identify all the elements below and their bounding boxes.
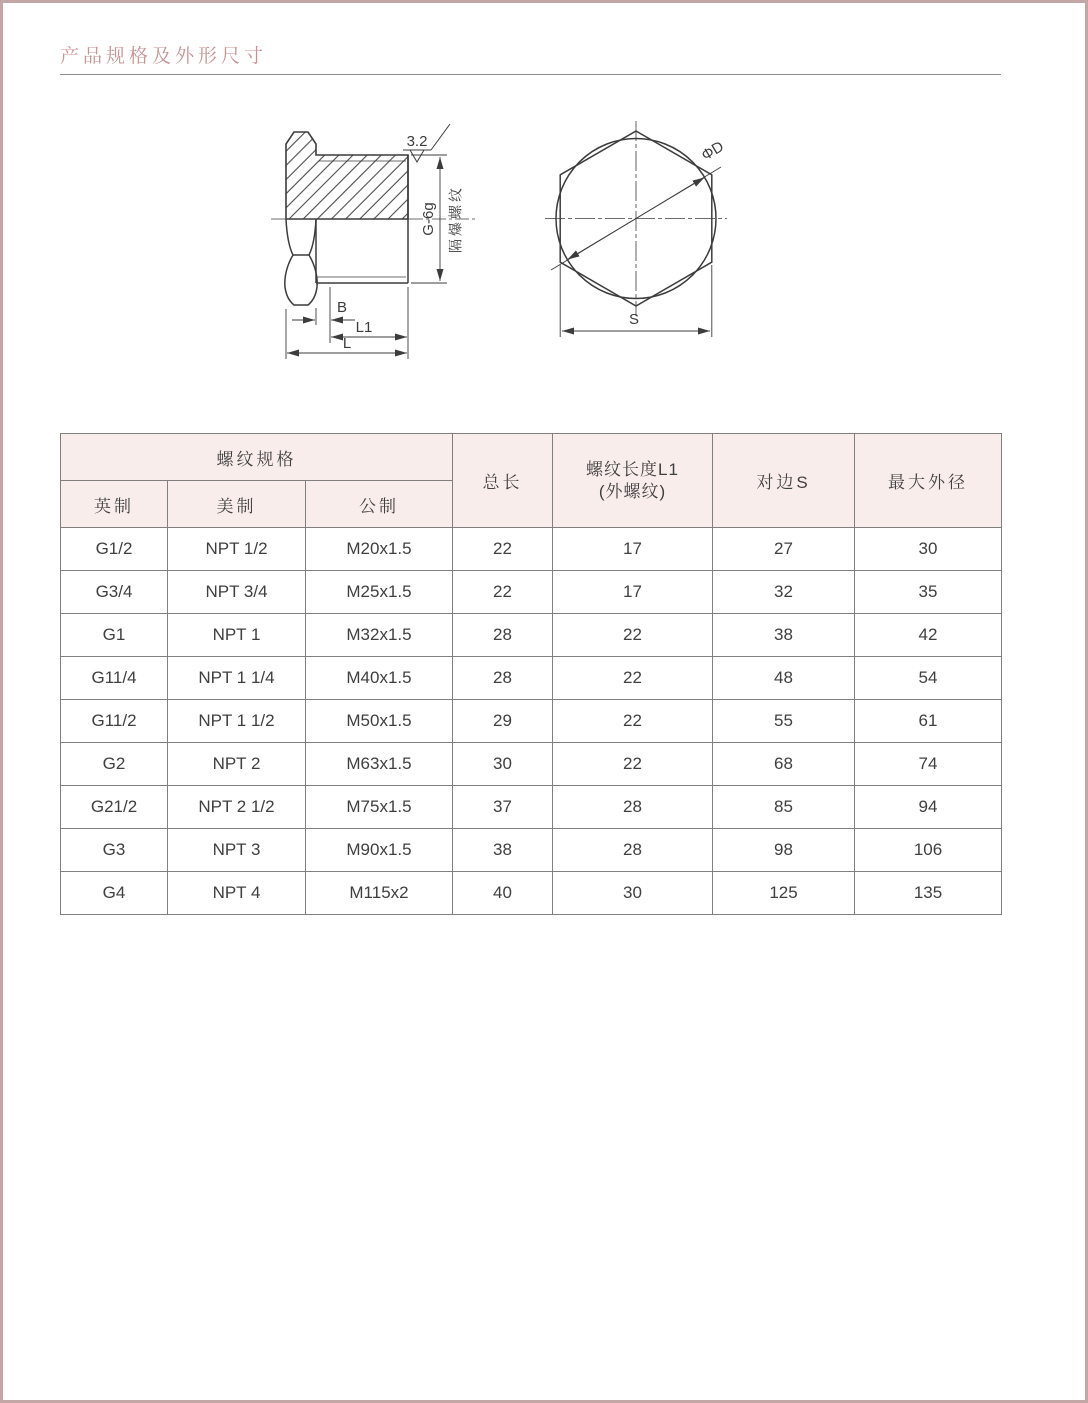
cell-american: NPT 1 1/2	[168, 700, 306, 743]
cell-metric: M40x1.5	[306, 657, 453, 700]
roughness-value-label: 3.2	[406, 133, 428, 150]
cell-max-od: 61	[855, 700, 1002, 743]
header-thread-length-line1: 螺纹长度L1	[586, 460, 679, 480]
cell-across-flats: 125	[713, 872, 855, 915]
cell-across-flats: 27	[713, 528, 855, 571]
hex-head-profile-lower	[285, 255, 317, 305]
cell-thread-length: 22	[553, 614, 713, 657]
cell-american: NPT 1 1/4	[168, 657, 306, 700]
title-divider	[60, 74, 1001, 75]
cell-max-od: 106	[855, 829, 1002, 872]
cell-metric: M75x1.5	[306, 786, 453, 829]
cell-imperial: G11/2	[61, 700, 168, 743]
cell-american: NPT 2 1/2	[168, 786, 306, 829]
header-thread-length-line2: (外螺纹)	[598, 481, 667, 501]
cell-across-flats: 32	[713, 571, 855, 614]
header-across-flats: 对边S	[713, 434, 855, 528]
cell-metric: M32x1.5	[306, 614, 453, 657]
cell-american: NPT 1	[168, 614, 306, 657]
header-thread-spec-group: 螺纹规格	[61, 434, 453, 481]
cell-across-flats: 98	[713, 829, 855, 872]
table-row	[61, 700, 1002, 743]
cell-imperial: G3	[61, 829, 168, 872]
table-row	[61, 657, 1002, 700]
cell-metric: M25x1.5	[306, 571, 453, 614]
cell-max-od: 54	[855, 657, 1002, 700]
cell-across-flats: 48	[713, 657, 855, 700]
cell-thread-length: 22	[553, 657, 713, 700]
plug-drawing-svg	[268, 103, 743, 368]
cell-max-od: 74	[855, 743, 1002, 786]
cell-max-od: 35	[855, 571, 1002, 614]
cell-american: NPT 1/2	[168, 528, 306, 571]
table-row	[61, 614, 1002, 657]
cell-thread-length: 17	[553, 571, 713, 614]
dim-l-label: L	[342, 335, 352, 352]
cell-imperial: G21/2	[61, 786, 168, 829]
cell-across-flats: 85	[713, 786, 855, 829]
dim-b-label: B	[336, 299, 348, 316]
cell-max-od: 94	[855, 786, 1002, 829]
thread-spec-label: G-6g	[419, 202, 437, 236]
cell-imperial: G1/2	[61, 528, 168, 571]
dim-s-label: S	[628, 311, 640, 328]
cell-across-flats: 68	[713, 743, 855, 786]
header-american: 美制	[168, 481, 306, 528]
cell-total-length: 37	[453, 786, 553, 829]
cell-american: NPT 4	[168, 872, 306, 915]
header-thread-length	[553, 434, 713, 528]
dim-l1-label: L1	[355, 319, 373, 336]
cell-american: NPT 2	[168, 743, 306, 786]
cell-thread-length: 22	[553, 743, 713, 786]
page-title: 产品规格及外形尺寸	[60, 46, 268, 67]
cell-total-length: 40	[453, 872, 553, 915]
cell-imperial: G1	[61, 614, 168, 657]
cell-imperial: G2	[61, 743, 168, 786]
cell-metric: M115x2	[306, 872, 453, 915]
thread-note-label: 隔爆螺纹	[447, 185, 464, 253]
cell-total-length: 28	[453, 657, 553, 700]
cell-thread-length: 22	[553, 700, 713, 743]
cell-max-od: 42	[855, 614, 1002, 657]
cell-total-length: 29	[453, 700, 553, 743]
header-metric: 公制	[306, 481, 453, 528]
table-row	[61, 743, 1002, 786]
cell-thread-length: 17	[553, 528, 713, 571]
section-hatched-body	[286, 132, 408, 219]
table-row	[61, 786, 1002, 829]
cell-total-length: 22	[453, 571, 553, 614]
header-total-length: 总长	[453, 434, 553, 528]
cell-imperial: G3/4	[61, 571, 168, 614]
cell-metric: M50x1.5	[306, 700, 453, 743]
table-row	[61, 571, 1002, 614]
cell-across-flats: 38	[713, 614, 855, 657]
table-row	[61, 528, 1002, 571]
technical-drawing	[268, 103, 743, 368]
table-row	[61, 829, 1002, 872]
cell-thread-length: 28	[553, 829, 713, 872]
cell-total-length: 28	[453, 614, 553, 657]
hex-head-profile	[286, 219, 316, 255]
cell-thread-length: 30	[553, 872, 713, 915]
cell-across-flats: 55	[713, 700, 855, 743]
side-section-view	[271, 132, 475, 305]
cell-total-length: 30	[453, 743, 553, 786]
header-max-od: 最大外径	[855, 434, 1002, 528]
cell-thread-length: 28	[553, 786, 713, 829]
cell-max-od: 135	[855, 872, 1002, 915]
cell-metric: M20x1.5	[306, 528, 453, 571]
cell-total-length: 22	[453, 528, 553, 571]
cell-american: NPT 3/4	[168, 571, 306, 614]
cell-imperial: G4	[61, 872, 168, 915]
dim-d-label: ΦD	[698, 137, 727, 165]
cell-metric: M63x1.5	[306, 743, 453, 786]
cell-total-length: 38	[453, 829, 553, 872]
cell-imperial: G11/4	[61, 657, 168, 700]
spec-table-header	[61, 434, 1002, 528]
cell-metric: M90x1.5	[306, 829, 453, 872]
table-row	[61, 872, 1002, 915]
cell-american: NPT 3	[168, 829, 306, 872]
spec-table	[60, 433, 1002, 915]
header-imperial: 英制	[61, 481, 168, 528]
cell-max-od: 30	[855, 528, 1002, 571]
spec-table-body	[61, 528, 1002, 915]
